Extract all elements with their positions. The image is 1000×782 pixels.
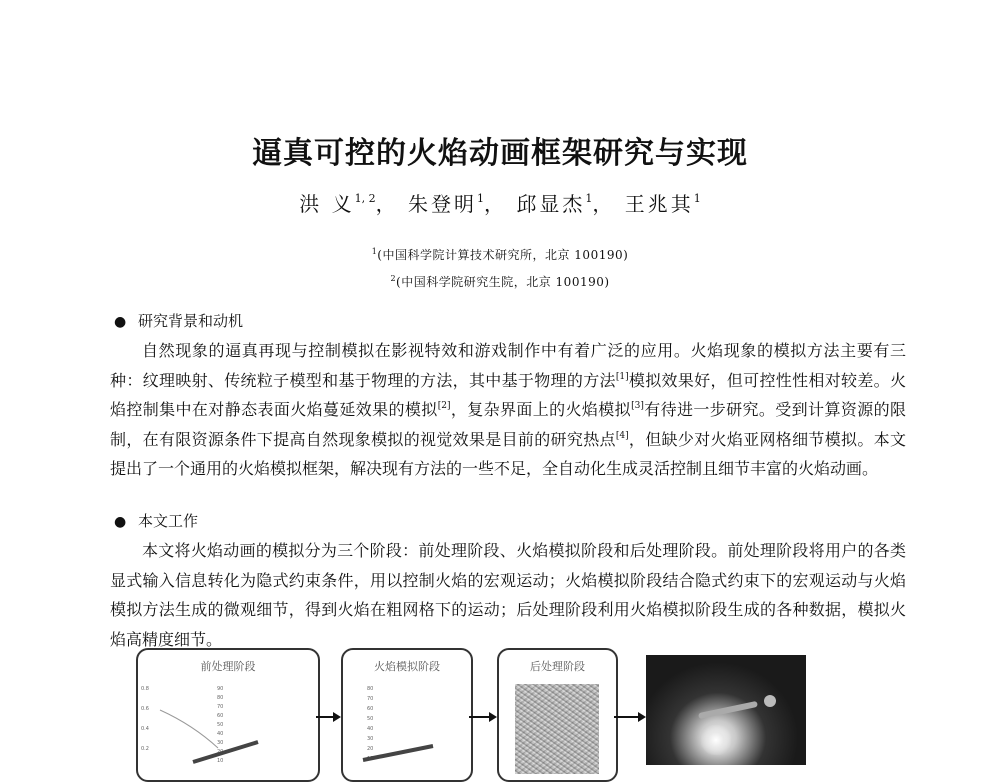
paper-title: 逼真可控的火焰动画框架研究与实现 <box>252 136 748 171</box>
axis-tick: 20 <box>367 746 374 752</box>
author-separator: ， <box>484 192 507 216</box>
affiliation-mark: 1 <box>371 247 378 256</box>
stage-label: 前处理阶段 <box>200 660 256 673</box>
axis-tick: 30 <box>367 736 374 742</box>
axis-tick: 40 <box>217 731 224 737</box>
affiliation-text: (中国科学院计算技术研究所，北京 100190) <box>377 248 629 262</box>
author-name: 王兆其 <box>624 192 694 216</box>
simulation-stage-panel <box>341 648 473 782</box>
axis-tick: 80 <box>217 695 224 701</box>
section-paragraph <box>110 536 906 654</box>
flame-highlight <box>764 695 776 707</box>
simulation-path-stroke <box>363 746 433 760</box>
axis-tick: 50 <box>367 716 374 722</box>
axis-tick: 50 <box>217 722 224 728</box>
section-paragraph <box>110 336 906 484</box>
axis-tick: 10 <box>217 758 224 764</box>
control-curve-plot <box>138 650 318 780</box>
author-affiliation-mark: 1 <box>477 192 484 205</box>
paragraph-text: 自然现象的逼真再现与控制模拟在影视特效和游戏制作中有着广泛的应用。火焰现象的模拟方法主要有三种：纹理映射、传统粒子模型和基于物理的方法，其中基于物理的方法 <box>110 341 906 390</box>
author-affiliation-mark: 1 <box>693 192 701 205</box>
arrow-right-icon <box>469 712 497 722</box>
stage-label: 后处理阶段 <box>530 660 585 673</box>
author-affiliation-mark: 1 <box>585 192 593 205</box>
axis-tick: 90 <box>217 686 224 692</box>
control-curve <box>160 710 218 748</box>
axis-tick: 0.2 <box>141 746 149 752</box>
citation: [3] <box>631 401 644 411</box>
section-heading-text: 本文工作 <box>138 512 199 530</box>
arrow-right-icon <box>614 712 646 722</box>
affiliation-text: (中国科学院研究生院，北京 100190) <box>396 275 610 289</box>
bullet-icon: ● <box>114 314 127 330</box>
axis-tick: 0.8 <box>141 686 149 692</box>
section-heading <box>114 310 243 331</box>
flame-render-image <box>646 655 806 765</box>
bullet-icon: ● <box>114 514 127 530</box>
axis-tick: 60 <box>367 706 374 712</box>
simulation-plot <box>343 650 471 780</box>
axis-tick: 60 <box>217 713 224 719</box>
citation: [1] <box>615 371 629 382</box>
section-heading-text: 研究背景和动机 <box>138 312 244 330</box>
axis-tick: 0.6 <box>141 706 149 712</box>
paragraph-text: 有待进一步研究。受到计算资源的限制，在有限资源条件下提高自然现象模拟的视觉效果是目前的研究热点 <box>110 400 906 449</box>
control-path-stroke <box>193 742 258 762</box>
noise-texture-image <box>515 684 599 774</box>
citation: [2] <box>437 401 451 411</box>
author-name: 邱显杰 <box>516 192 586 216</box>
axis-tick: 70 <box>217 704 224 710</box>
axis-tick: 20 <box>217 749 224 755</box>
flame-glow <box>701 725 731 755</box>
paragraph-text: ，复杂界面上的火焰模拟 <box>450 400 632 419</box>
author-name: 朱登明 <box>408 192 477 216</box>
affiliation <box>0 273 1000 290</box>
paragraph-text: ，但缺少对火焰亚网格细节模拟。本文提出了一个通用的火焰模拟框架，解决现有方法的一些不足，全自动化生成灵活控制且细节丰富的火焰动画。 <box>110 429 906 478</box>
paragraph-text: 本文将火焰动画的模拟分为三个阶段：前处理阶段、火焰模拟阶段和后处理阶段。前处理阶段将用户的各类显式输入信息转化为隐式约束条件，用以控制火焰的宏观运动；火焰模拟阶段结合隐式约束下的宏观运动与火焰模拟方法生成的微观细节，得到火焰在粗网格下的运动；后处理阶段利用火焰模拟阶段生成的各种数据，模拟火焰高精度细节。 <box>110 541 906 649</box>
flame-streak <box>698 701 758 719</box>
axis-tick: 80 <box>367 686 374 692</box>
author-separator: ， <box>375 192 399 216</box>
axis-tick: 70 <box>367 696 374 702</box>
section-heading <box>114 510 198 531</box>
stage-label: 火焰模拟阶段 <box>374 660 440 673</box>
author-name: 洪 义 <box>299 192 355 216</box>
axis-tick: 30 <box>217 740 224 746</box>
citation: [4] <box>615 430 629 441</box>
author-separator: ， <box>592 192 616 216</box>
author-affiliation-mark: 1, 2 <box>354 192 376 205</box>
paragraph-text: 模拟效果好，但可控性性相对较差。火焰控制集中在对静态表面火焰蔓延效果的模拟 <box>110 370 906 419</box>
arrow-right-icon <box>316 712 341 722</box>
preprocess-stage-panel <box>136 648 320 782</box>
axis-tick: 40 <box>367 726 374 732</box>
affiliation <box>0 246 1000 263</box>
author-list <box>0 188 1000 217</box>
axis-tick: 10 <box>367 756 374 762</box>
affiliation-mark: 2 <box>390 274 397 283</box>
axis-tick: 0.4 <box>141 726 149 732</box>
